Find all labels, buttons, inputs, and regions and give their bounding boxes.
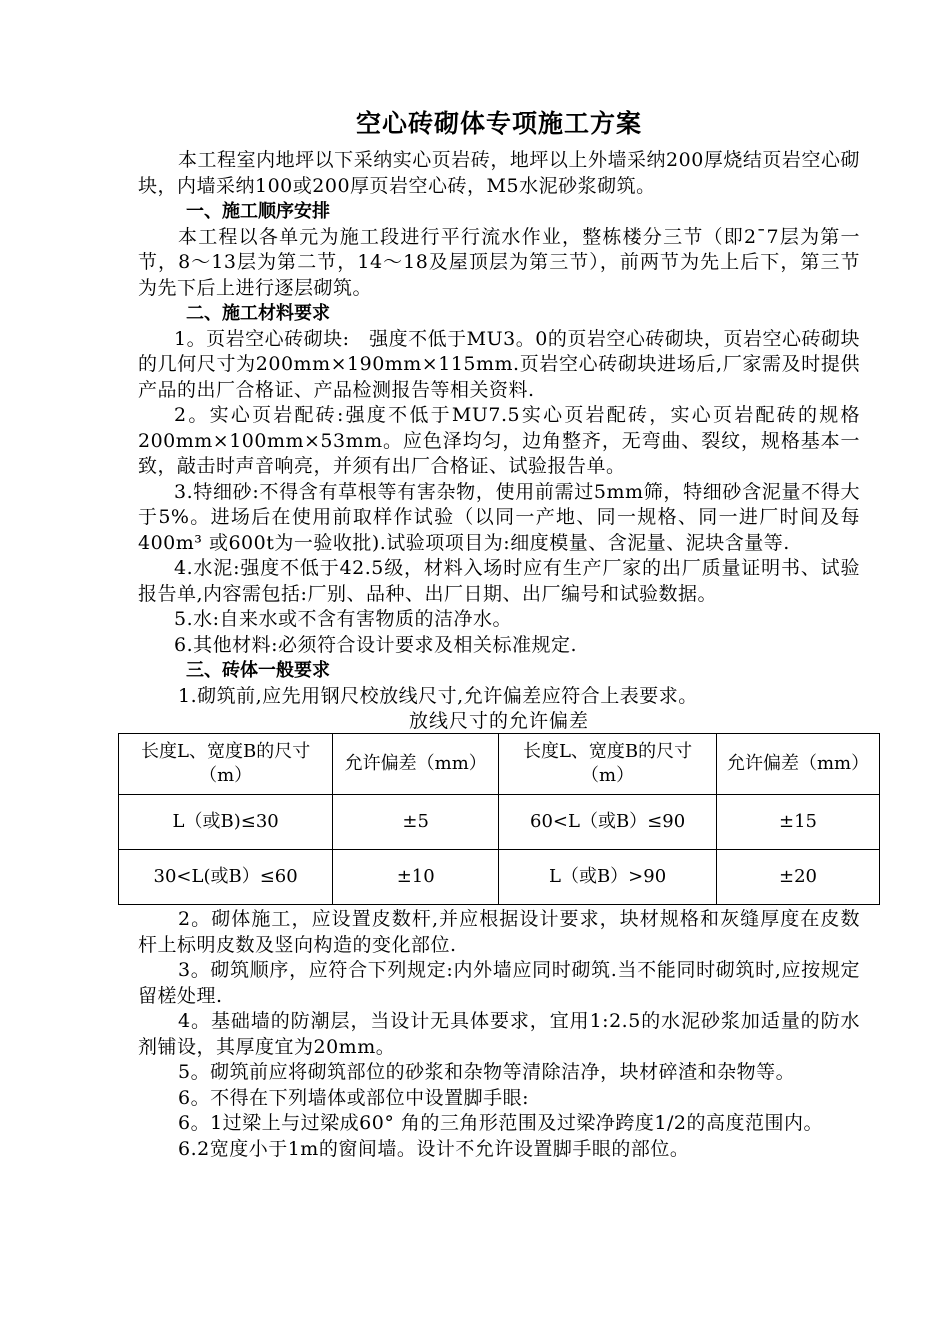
masonry-item-6: 6。不得在下列墙体或部位中设置脚手眼: [178,1086,529,1109]
material-item-other: 6.其他材料:必须符合设计要求及相关标准规定. [174,633,578,656]
intro-paragraph: 本工程室内地坪以下采纳实心页岩砖，地坪以上外墙采纳200厚烧结页岩空心砌块，内墙采纳100或200厚页岩空心砖，M5水泥砂浆砌筑。 [138,149,860,197]
table-row [119,795,880,850]
masonry-item-2: 2。砌体施工，应设置皮数杆,并应根据设计要求，块材规格和灰缝厚度在皮数杆上标明皮数及竖向构造的变化部位. [138,908,860,956]
table-header-cell: 允许偏差（mm） [333,734,499,795]
tolerance-table [118,733,880,905]
document-title: 空心砖砌体专项施工方案 [355,109,642,138]
material-item-solid-shale-brick: 2。实心页岩配砖:强度不低于MU7.5实心页岩配砖，实心页岩配砖的规格200mm×100mm×53mm。应色泽均匀，边角整齐，无弯曲、裂纹，规格基本一致，敲击时声音响亮，并须有出厂合格证、试验报告单。 [138,404,860,477]
material-item-cement: 4.水泥:强度不低于42.5级，材料入场时应有生产厂家的出厂质量证明书、试验报告单,内容需包括:厂别、品种、出厂日期、出厂编号和试验数据。 [138,557,860,605]
masonry-item-4: 4。基础墙的防潮层，当设计无具体要求，宜用1:2.5的水泥砂浆加适量的防水剂铺设，其厚度宜为20mm。 [138,1010,860,1058]
masonry-item-5: 5。砌筑前应将砌筑部位的砂浆和杂物等清除洁净，块材碎渣和杂物等。 [178,1061,796,1083]
table-cell: 60<L（或B）≤90 [499,795,717,850]
table-cell: ±20 [717,850,880,905]
material-item-fine-sand: 3.特细砂:不得含有草根等有害杂物，使用前需过5mm筛，特细砂含泥量不得大于5%。进场后在使用前取样作试验（以同一产地、同一规格、同一进厂时间及每400m³ 或600t为一验收批).试验项项目为:细度模量、含泥量、泥块含量等. [138,480,860,554]
table-cell: ±10 [333,850,499,905]
section-heading-material-requirements: 二、施工材料要求 [186,303,330,324]
document-page [138,104,870,1162]
section-heading-masonry-requirements: 三、砖体一般要求 [186,660,330,681]
table-cell: L（或B）>90 [499,850,717,905]
table-row [119,850,880,905]
table-cell: L（或B)≤30 [119,795,333,850]
masonry-item-6-2: 6.2宽度小于1m的窗间墙。设计不允许设置脚手眼的部位。 [178,1137,690,1160]
table-header-cell: 允许偏差（mm） [717,734,880,795]
table-header-cell: 长度L、宽度B的尺寸（m） [499,734,717,795]
table-caption: 放线尺寸的允许偏差 [408,710,589,732]
table-header-cell: 长度L、宽度B的尺寸（m） [119,734,333,795]
masonry-item-1: 1.砌筑前,应先用钢尺校放线尺寸,允许偏差应符合上表要求。 [178,684,698,707]
masonry-item-3: 3。砌筑顺序，应符合下列规定:内外墙应同时砌筑.当不能同时砌筑时,应按规定留槎处理. [138,959,860,1007]
table-cell: 30<L(或B）≤60 [119,850,333,905]
material-item-water: 5.水:自来水或不含有害物质的洁净水。 [174,608,513,630]
material-item-shale-hollow-block: 1。页岩空心砖砌块: 强度不低于MU3。0的页岩空心砖砌块，页岩空心砖砌块的几何尺寸为200mm×190mm×115mm.页岩空心砖砌块进场后,厂家需及时提供产品的出厂合格证、产品检测报告等相关资料. [138,327,860,401]
masonry-item-6-1: 6。1过梁上与过梁成60° 角的三角形范围及过梁净跨度1/2的高度范围内。 [178,1112,823,1134]
section-heading-construction-sequence: 一、施工顺序安排 [186,201,330,222]
table-header-row [119,734,880,795]
table-cell: ±5 [333,795,499,850]
table-cell: ±15 [717,795,880,850]
construction-sequence-paragraph: 本工程以各单元为施工段进行平行流水作业，整栋楼分三节（即2¯7层为第一节，8～13层为第二节，14～18及屋顶层为第三节），前两节为先上后下，第三节为先下后上进行逐层砌筑。 [138,225,860,299]
